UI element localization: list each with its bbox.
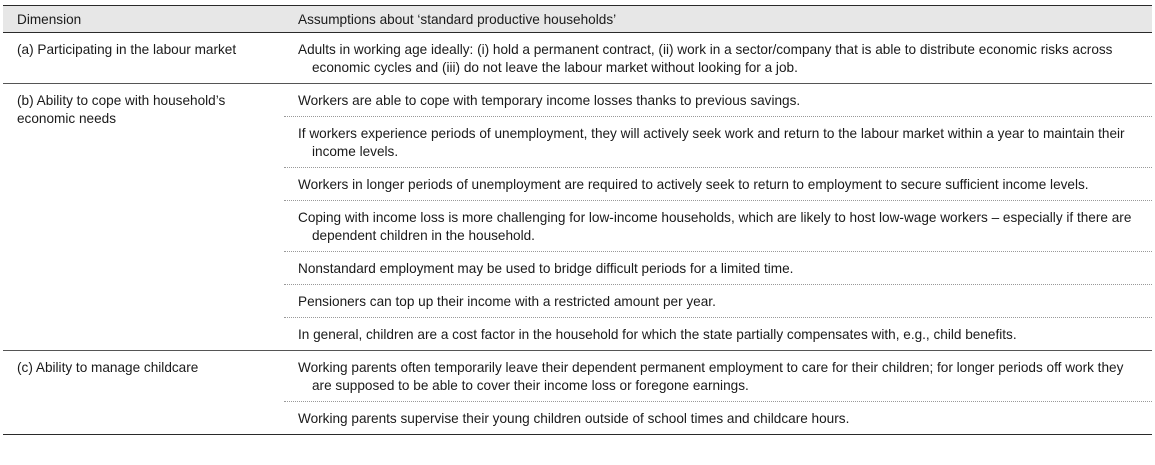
assumptions-cell <box>284 351 1152 434</box>
assumptions-cell <box>284 33 1152 83</box>
assumption-item: Working parents often temporarily leave their dependent permanent employment to care for their children; for longer periods off work they are supposed to be able to cover their income loss or foregone earnings. <box>298 360 1124 393</box>
assumption-item: If workers experience periods of unemployment, they will actively seek work and return to the labour market within a year to maintain their income levels. <box>284 116 1152 167</box>
row-group-labour-market <box>3 33 1152 84</box>
row-group-economic-needs <box>3 84 1152 351</box>
header-dimension: Dimension <box>17 11 82 27</box>
assumption-item: Working parents supervise their young children outside of school times and childcare hours. <box>284 401 1152 434</box>
assumptions-table <box>3 5 1152 435</box>
assumption-item: In general, children are a cost factor in the household for which the state partially compensates with, e.g., child benefits. <box>284 317 1152 350</box>
dimension-cell: (b) Ability to cope with household’s economic needs <box>17 93 226 126</box>
dimension-cell: (c) Ability to manage childcare <box>17 360 199 375</box>
table-header <box>3 6 1152 33</box>
assumptions-cell <box>284 84 1152 350</box>
assumption-item: Workers in longer periods of unemployment are required to actively seek to return to employment to secure sufficient income levels. <box>284 167 1152 200</box>
assumption-item: Coping with income loss is more challenging for low-income households, which are likely to host low-wage workers – especially if there are dependent children in the household. <box>284 200 1152 251</box>
row-group-childcare <box>3 351 1152 435</box>
assumption-item: Adults in working age ideally: (i) hold a permanent contract, (ii) work in a sector/company that is able to distribute economic risks across economic cycles and (iii) do not leave the labour market without looking for a job. <box>298 42 1113 75</box>
assumption-item: Pensioners can top up their income with a restricted amount per year. <box>284 284 1152 317</box>
assumption-item: Workers are able to cope with temporary income losses thanks to previous savings. <box>298 93 801 108</box>
dimension-cell: (a) Participating in the labour market <box>17 42 237 57</box>
assumption-item: Nonstandard employment may be used to bridge difficult periods for a limited time. <box>284 251 1152 284</box>
header-assumptions: Assumptions about ‘standard productive households’ <box>298 11 617 27</box>
